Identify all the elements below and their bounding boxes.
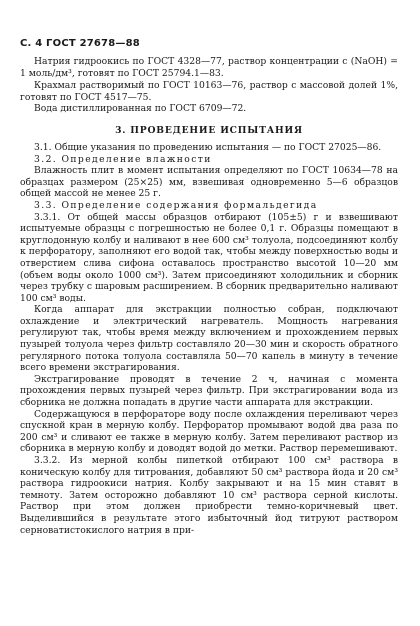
paragraph-extraction: Экстрагирование проводят в течение 2 ч, начиная с момента прохождения первых пузырей через фильтр. При экстрагировании вода из сборника не должна попадать в другие части аппарата для экстракции. xyxy=(20,373,398,409)
heading-3-2: 3.2. Определение влажности xyxy=(34,153,212,165)
paragraph-moisture: Влажность плит в момент испытания определяют по ГОСТ 10634—78 на образцах размером (25×25) мм, взвешивая одновременно 5—6 образцов общей массой не менее 25 г. xyxy=(20,165,398,200)
paragraph-perforator: Содержащуюся в перфораторе воду после охлаждения переливают через спускной кран в мерную колбу. Перфоратор промывают водой два раза по 200 см³ и сливают ее также в мерную колбу. Затем переливают раствор из сборника в мерную колбу и доводят водой до метки. Раствор перемешивают. xyxy=(20,408,398,455)
heading-3-3: 3.3. Определение содержания формальдегида xyxy=(34,199,318,211)
section-title: 3. ПРОВЕДЕНИЕ ИСПЫТАНИЯ xyxy=(115,124,303,136)
reagent-starch: Крахмал растворимый по ГОСТ 10163—76, раствор с массовой долей 1%, готовят по ГОСТ 4517—75. xyxy=(20,80,398,103)
paragraph-3-3-1: 3.3.1. От общей массы образцов отбирают (105±5) г и взвешивают испытуемые образцы с погрешностью не более 0,1 г. Образцы помещают в круглодонную колбу и наливают в нее 600 см³ толуола, подсоединяют колбу к перфоратору, заполняют его водой так, чтобы между поверхностью воды и отверстием слива сифона оставалось пространство высотой 10—20 мм (объем воды около 1000 см³). Затем присоединяют холодильник и сборник через трубку с шаровым расширением. В сборник предварительно наливают 100 см³ воды. xyxy=(20,211,398,304)
reagent-water: Вода дистиллированная по ГОСТ 6709—72. xyxy=(34,103,247,115)
reagent-sodium-hydroxide: Натрия гидроокись по ГОСТ 4328—77, раствор концентрации с (NaOH) = 1 моль/дм³, готовят по ГОСТ 25794.1—83. xyxy=(20,56,398,79)
paragraph-3-1: 3.1. Общие указания по проведению испытания — по ГОСТ 27025—86. xyxy=(34,141,382,153)
page-header: С. 4 ГОСТ 27678—88 xyxy=(20,38,140,49)
paragraph-3-3-2: 3.3.2. Из мерной колбы пипеткой отбирают 100 см³ раствора в коническую колбу для титрования, добавляют 50 см³ раствора йода и 20 см³ раствора гидроокиси натрия. Колбу закрывают и на 15 мин ставят в темноту. Затем осторожно добавляют 10 см³ раствора серной кислоты. Раствор при этом должен приобрести темно-коричневый цвет. Выделившийся в результате этого избыточный йод титруют раствором серноватистокислого натрия в при- xyxy=(20,455,398,536)
paragraph-apparatus: Когда аппарат для экстракции полностью собран, подключают охлаждение и электрический нагреватель. Мощность нагревания регулируют так, чтобы время между включением и прохождением первых пузырей толуола через фильтр составляло 20—30 мин и скорость обратного регулярного потока толуола составляла 50—70 капель в минуту в течение всего времени экстрагирования. xyxy=(20,304,398,374)
